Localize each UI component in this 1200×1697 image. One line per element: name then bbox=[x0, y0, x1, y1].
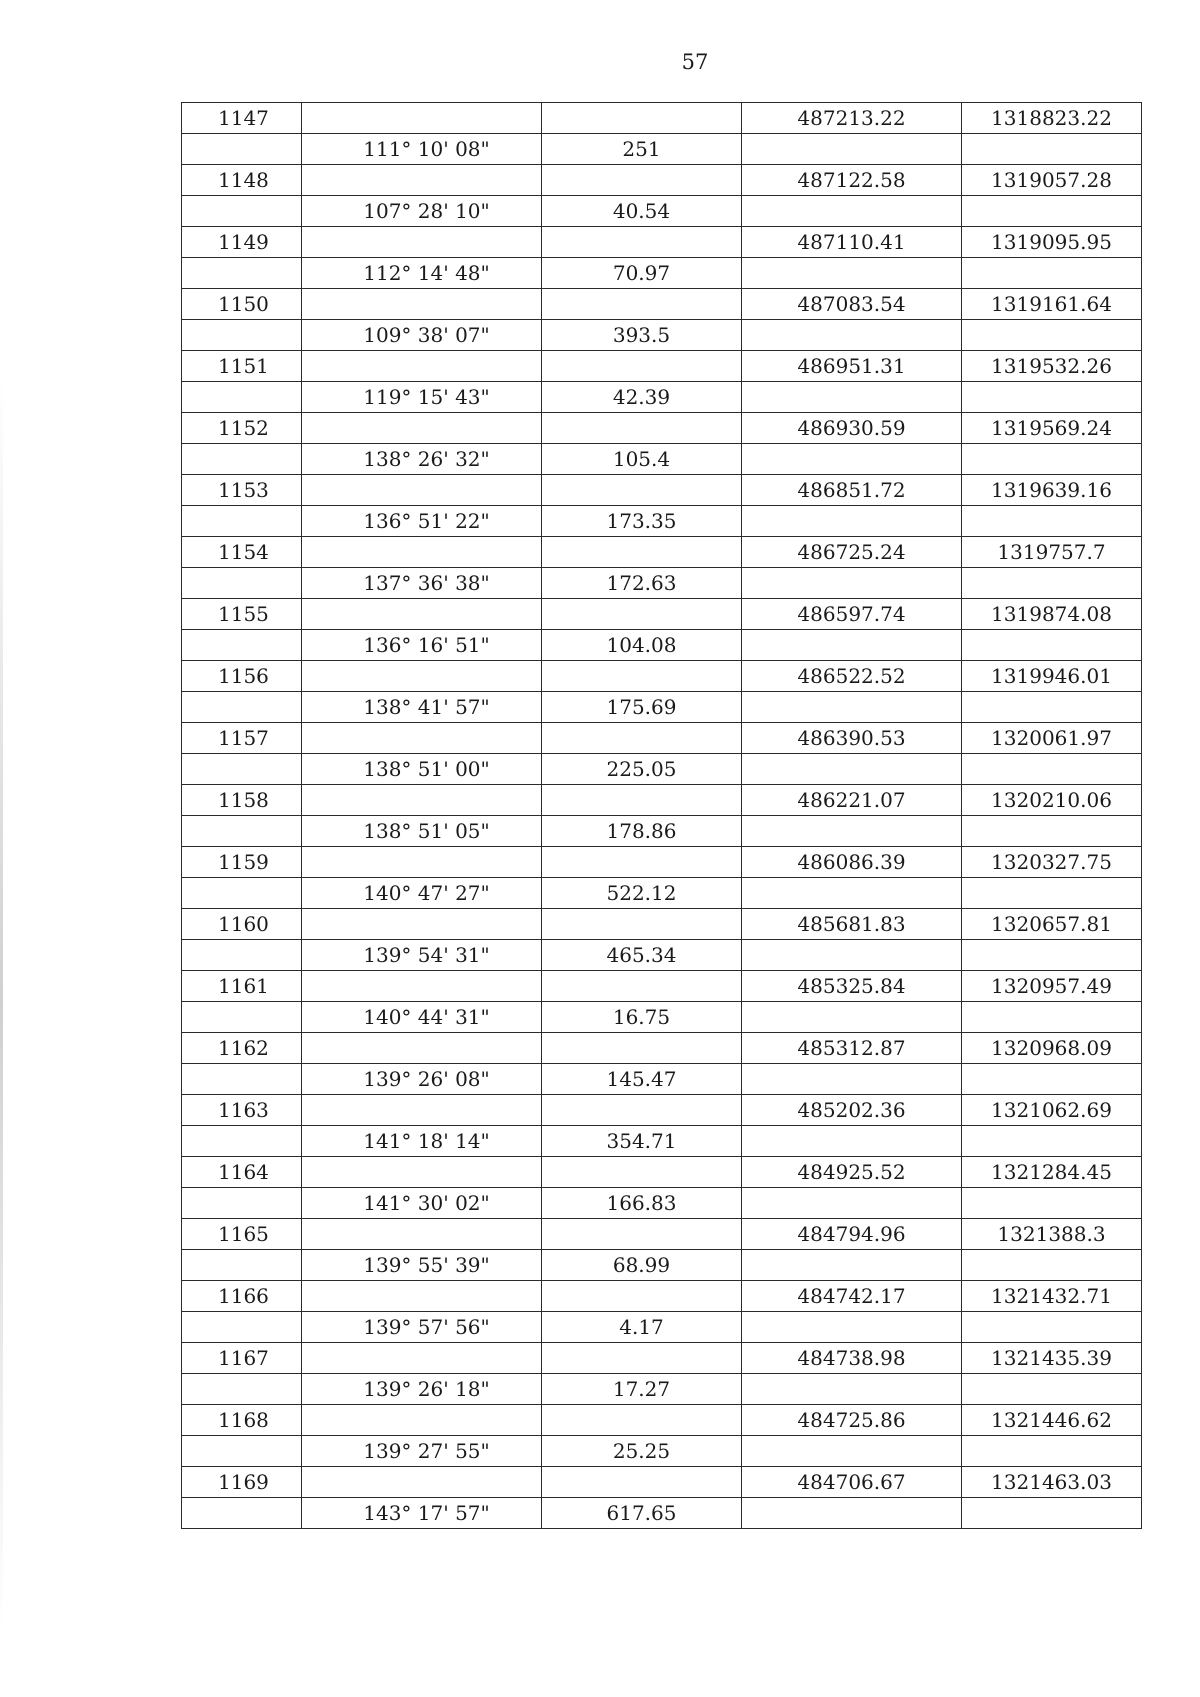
point-row bbox=[182, 475, 1142, 506]
empty-cell bbox=[962, 816, 1142, 847]
empty-cell bbox=[182, 1436, 302, 1467]
x-coordinate: 484706.67 bbox=[742, 1467, 962, 1498]
point-id: 1147 bbox=[182, 103, 302, 134]
point-row bbox=[182, 165, 1142, 196]
point-id: 1159 bbox=[182, 847, 302, 878]
distance: 522.12 bbox=[542, 878, 742, 909]
x-coordinate: 487122.58 bbox=[742, 165, 962, 196]
empty-cell bbox=[542, 661, 742, 692]
scan-edge-shadow bbox=[0, 380, 3, 1630]
distance: 617.65 bbox=[542, 1498, 742, 1529]
point-row bbox=[182, 227, 1142, 258]
empty-cell bbox=[742, 1312, 962, 1343]
point-row bbox=[182, 661, 1142, 692]
empty-cell bbox=[182, 692, 302, 723]
point-row bbox=[182, 723, 1142, 754]
point-id: 1149 bbox=[182, 227, 302, 258]
empty-cell bbox=[542, 599, 742, 630]
point-id: 1162 bbox=[182, 1033, 302, 1064]
empty-cell bbox=[742, 940, 962, 971]
empty-cell bbox=[962, 754, 1142, 785]
empty-cell bbox=[542, 1405, 742, 1436]
leg-row bbox=[182, 754, 1142, 785]
bearing: 141° 18' 14" bbox=[302, 1126, 542, 1157]
empty-cell bbox=[182, 1188, 302, 1219]
distance: 175.69 bbox=[542, 692, 742, 723]
distance: 4.17 bbox=[542, 1312, 742, 1343]
point-id: 1158 bbox=[182, 785, 302, 816]
empty-cell bbox=[742, 382, 962, 413]
empty-cell bbox=[962, 1312, 1142, 1343]
point-row bbox=[182, 1467, 1142, 1498]
point-id: 1161 bbox=[182, 971, 302, 1002]
empty-cell bbox=[542, 1343, 742, 1374]
empty-cell bbox=[962, 1188, 1142, 1219]
bearing: 138° 41' 57" bbox=[302, 692, 542, 723]
point-id: 1152 bbox=[182, 413, 302, 444]
empty-cell bbox=[542, 723, 742, 754]
bearing: 136° 51' 22" bbox=[302, 506, 542, 537]
point-row bbox=[182, 351, 1142, 382]
empty-cell bbox=[962, 1250, 1142, 1281]
point-row bbox=[182, 599, 1142, 630]
empty-cell bbox=[182, 754, 302, 785]
y-coordinate: 1321435.39 bbox=[962, 1343, 1142, 1374]
leg-row bbox=[182, 568, 1142, 599]
empty-cell bbox=[742, 692, 962, 723]
x-coordinate: 486597.74 bbox=[742, 599, 962, 630]
y-coordinate: 1319757.7 bbox=[962, 537, 1142, 568]
empty-cell bbox=[302, 785, 542, 816]
leg-row bbox=[182, 1126, 1142, 1157]
empty-cell bbox=[182, 506, 302, 537]
empty-cell bbox=[182, 1312, 302, 1343]
x-coordinate: 484742.17 bbox=[742, 1281, 962, 1312]
point-row bbox=[182, 1219, 1142, 1250]
x-coordinate: 487083.54 bbox=[742, 289, 962, 320]
x-coordinate: 484925.52 bbox=[742, 1157, 962, 1188]
point-id: 1168 bbox=[182, 1405, 302, 1436]
table-body bbox=[182, 103, 1142, 1529]
leg-row bbox=[182, 940, 1142, 971]
distance: 68.99 bbox=[542, 1250, 742, 1281]
empty-cell bbox=[742, 506, 962, 537]
point-row bbox=[182, 1343, 1142, 1374]
empty-cell bbox=[302, 537, 542, 568]
x-coordinate: 486930.59 bbox=[742, 413, 962, 444]
empty-cell bbox=[542, 1219, 742, 1250]
y-coordinate: 1320327.75 bbox=[962, 847, 1142, 878]
empty-cell bbox=[542, 1095, 742, 1126]
empty-cell bbox=[302, 599, 542, 630]
empty-cell bbox=[182, 630, 302, 661]
empty-cell bbox=[302, 289, 542, 320]
empty-cell bbox=[302, 165, 542, 196]
empty-cell bbox=[302, 1219, 542, 1250]
distance: 166.83 bbox=[542, 1188, 742, 1219]
empty-cell bbox=[962, 630, 1142, 661]
empty-cell bbox=[302, 1095, 542, 1126]
empty-cell bbox=[962, 196, 1142, 227]
bearing: 111° 10' 08" bbox=[302, 134, 542, 165]
page-number: 57 bbox=[681, 50, 709, 74]
x-coordinate: 485312.87 bbox=[742, 1033, 962, 1064]
empty-cell bbox=[182, 568, 302, 599]
y-coordinate: 1320968.09 bbox=[962, 1033, 1142, 1064]
y-coordinate: 1319874.08 bbox=[962, 599, 1142, 630]
empty-cell bbox=[542, 1033, 742, 1064]
empty-cell bbox=[542, 227, 742, 258]
empty-cell bbox=[302, 351, 542, 382]
leg-row bbox=[182, 1436, 1142, 1467]
y-coordinate: 1321284.45 bbox=[962, 1157, 1142, 1188]
empty-cell bbox=[962, 320, 1142, 351]
distance: 145.47 bbox=[542, 1064, 742, 1095]
y-coordinate: 1318823.22 bbox=[962, 103, 1142, 134]
distance: 42.39 bbox=[542, 382, 742, 413]
empty-cell bbox=[182, 1064, 302, 1095]
distance: 25.25 bbox=[542, 1436, 742, 1467]
empty-cell bbox=[742, 1064, 962, 1095]
y-coordinate: 1321062.69 bbox=[962, 1095, 1142, 1126]
x-coordinate: 487110.41 bbox=[742, 227, 962, 258]
x-coordinate: 486086.39 bbox=[742, 847, 962, 878]
distance: 393.5 bbox=[542, 320, 742, 351]
empty-cell bbox=[542, 537, 742, 568]
x-coordinate: 486522.52 bbox=[742, 661, 962, 692]
point-row bbox=[182, 785, 1142, 816]
point-id: 1164 bbox=[182, 1157, 302, 1188]
empty-cell bbox=[542, 351, 742, 382]
x-coordinate: 485325.84 bbox=[742, 971, 962, 1002]
empty-cell bbox=[182, 878, 302, 909]
leg-row bbox=[182, 506, 1142, 537]
bearing: 140° 44' 31" bbox=[302, 1002, 542, 1033]
point-id: 1150 bbox=[182, 289, 302, 320]
distance: 104.08 bbox=[542, 630, 742, 661]
point-id: 1167 bbox=[182, 1343, 302, 1374]
y-coordinate: 1319946.01 bbox=[962, 661, 1142, 692]
empty-cell bbox=[302, 909, 542, 940]
empty-cell bbox=[742, 1250, 962, 1281]
point-row bbox=[182, 847, 1142, 878]
empty-cell bbox=[302, 723, 542, 754]
distance: 16.75 bbox=[542, 1002, 742, 1033]
distance: 105.4 bbox=[542, 444, 742, 475]
bearing: 140° 47' 27" bbox=[302, 878, 542, 909]
empty-cell bbox=[302, 413, 542, 444]
empty-cell bbox=[182, 382, 302, 413]
empty-cell bbox=[302, 1033, 542, 1064]
point-row bbox=[182, 1405, 1142, 1436]
empty-cell bbox=[962, 1498, 1142, 1529]
empty-cell bbox=[962, 568, 1142, 599]
empty-cell bbox=[962, 692, 1142, 723]
point-row bbox=[182, 1033, 1142, 1064]
bearing: 137° 36' 38" bbox=[302, 568, 542, 599]
empty-cell bbox=[542, 847, 742, 878]
y-coordinate: 1319639.16 bbox=[962, 475, 1142, 506]
bearing: 138° 26' 32" bbox=[302, 444, 542, 475]
empty-cell bbox=[302, 1343, 542, 1374]
x-coordinate: 486851.72 bbox=[742, 475, 962, 506]
point-id: 1157 bbox=[182, 723, 302, 754]
bearing: 107° 28' 10" bbox=[302, 196, 542, 227]
empty-cell bbox=[542, 1467, 742, 1498]
point-id: 1166 bbox=[182, 1281, 302, 1312]
empty-cell bbox=[302, 1281, 542, 1312]
distance: 17.27 bbox=[542, 1374, 742, 1405]
empty-cell bbox=[302, 227, 542, 258]
empty-cell bbox=[182, 1126, 302, 1157]
point-row bbox=[182, 909, 1142, 940]
empty-cell bbox=[962, 1374, 1142, 1405]
coordinate-table bbox=[181, 102, 1142, 1529]
empty-cell bbox=[302, 847, 542, 878]
leg-row bbox=[182, 1374, 1142, 1405]
distance: 178.86 bbox=[542, 816, 742, 847]
point-row bbox=[182, 971, 1142, 1002]
leg-row bbox=[182, 692, 1142, 723]
point-id: 1151 bbox=[182, 351, 302, 382]
point-id: 1165 bbox=[182, 1219, 302, 1250]
point-row bbox=[182, 289, 1142, 320]
empty-cell bbox=[542, 1157, 742, 1188]
bearing: 139° 55' 39" bbox=[302, 1250, 542, 1281]
point-id: 1155 bbox=[182, 599, 302, 630]
leg-row bbox=[182, 1312, 1142, 1343]
empty-cell bbox=[962, 1126, 1142, 1157]
y-coordinate: 1319532.26 bbox=[962, 351, 1142, 382]
empty-cell bbox=[182, 258, 302, 289]
x-coordinate: 487213.22 bbox=[742, 103, 962, 134]
empty-cell bbox=[962, 258, 1142, 289]
empty-cell bbox=[742, 1002, 962, 1033]
empty-cell bbox=[182, 940, 302, 971]
leg-row bbox=[182, 816, 1142, 847]
point-id: 1163 bbox=[182, 1095, 302, 1126]
empty-cell bbox=[182, 1250, 302, 1281]
empty-cell bbox=[542, 971, 742, 1002]
y-coordinate: 1321388.3 bbox=[962, 1219, 1142, 1250]
distance: 70.97 bbox=[542, 258, 742, 289]
distance: 354.71 bbox=[542, 1126, 742, 1157]
point-id: 1169 bbox=[182, 1467, 302, 1498]
empty-cell bbox=[742, 1126, 962, 1157]
distance: 172.63 bbox=[542, 568, 742, 599]
y-coordinate: 1321463.03 bbox=[962, 1467, 1142, 1498]
point-row bbox=[182, 1095, 1142, 1126]
empty-cell bbox=[182, 196, 302, 227]
point-row bbox=[182, 103, 1142, 134]
leg-row bbox=[182, 134, 1142, 165]
bearing: 139° 26' 08" bbox=[302, 1064, 542, 1095]
distance: 251 bbox=[542, 134, 742, 165]
empty-cell bbox=[182, 816, 302, 847]
y-coordinate: 1319161.64 bbox=[962, 289, 1142, 320]
empty-cell bbox=[742, 1188, 962, 1219]
bearing: 136° 16' 51" bbox=[302, 630, 542, 661]
bearing: 139° 54' 31" bbox=[302, 940, 542, 971]
empty-cell bbox=[302, 661, 542, 692]
leg-row bbox=[182, 630, 1142, 661]
x-coordinate: 484738.98 bbox=[742, 1343, 962, 1374]
empty-cell bbox=[542, 1281, 742, 1312]
empty-cell bbox=[962, 940, 1142, 971]
point-id: 1160 bbox=[182, 909, 302, 940]
empty-cell bbox=[182, 134, 302, 165]
x-coordinate: 484725.86 bbox=[742, 1405, 962, 1436]
empty-cell bbox=[742, 134, 962, 165]
empty-cell bbox=[182, 1002, 302, 1033]
empty-cell bbox=[962, 382, 1142, 413]
y-coordinate: 1319569.24 bbox=[962, 413, 1142, 444]
empty-cell bbox=[742, 630, 962, 661]
y-coordinate: 1319095.95 bbox=[962, 227, 1142, 258]
empty-cell bbox=[742, 1374, 962, 1405]
empty-cell bbox=[962, 878, 1142, 909]
empty-cell bbox=[742, 568, 962, 599]
empty-cell bbox=[742, 196, 962, 227]
x-coordinate: 486725.24 bbox=[742, 537, 962, 568]
empty-cell bbox=[742, 754, 962, 785]
empty-cell bbox=[962, 1436, 1142, 1467]
empty-cell bbox=[542, 289, 742, 320]
empty-cell bbox=[302, 103, 542, 134]
x-coordinate: 485202.36 bbox=[742, 1095, 962, 1126]
empty-cell bbox=[542, 785, 742, 816]
empty-cell bbox=[962, 134, 1142, 165]
bearing: 141° 30' 02" bbox=[302, 1188, 542, 1219]
leg-row bbox=[182, 444, 1142, 475]
point-id: 1148 bbox=[182, 165, 302, 196]
empty-cell bbox=[302, 1467, 542, 1498]
y-coordinate: 1319057.28 bbox=[962, 165, 1142, 196]
empty-cell bbox=[742, 816, 962, 847]
bearing: 109° 38' 07" bbox=[302, 320, 542, 351]
leg-row bbox=[182, 1002, 1142, 1033]
y-coordinate: 1321446.62 bbox=[962, 1405, 1142, 1436]
empty-cell bbox=[742, 444, 962, 475]
y-coordinate: 1320657.81 bbox=[962, 909, 1142, 940]
leg-row bbox=[182, 258, 1142, 289]
leg-row bbox=[182, 1250, 1142, 1281]
empty-cell bbox=[182, 1374, 302, 1405]
leg-row bbox=[182, 382, 1142, 413]
x-coordinate: 486221.07 bbox=[742, 785, 962, 816]
y-coordinate: 1321432.71 bbox=[962, 1281, 1142, 1312]
empty-cell bbox=[542, 909, 742, 940]
empty-cell bbox=[962, 1064, 1142, 1095]
bearing: 139° 27' 55" bbox=[302, 1436, 542, 1467]
point-row bbox=[182, 1281, 1142, 1312]
bearing: 139° 26' 18" bbox=[302, 1374, 542, 1405]
x-coordinate: 485681.83 bbox=[742, 909, 962, 940]
x-coordinate: 484794.96 bbox=[742, 1219, 962, 1250]
point-row bbox=[182, 537, 1142, 568]
empty-cell bbox=[542, 413, 742, 444]
x-coordinate: 486390.53 bbox=[742, 723, 962, 754]
empty-cell bbox=[302, 1405, 542, 1436]
empty-cell bbox=[182, 444, 302, 475]
distance: 465.34 bbox=[542, 940, 742, 971]
point-row bbox=[182, 413, 1142, 444]
empty-cell bbox=[542, 475, 742, 506]
empty-cell bbox=[182, 320, 302, 351]
empty-cell bbox=[302, 475, 542, 506]
bearing: 143° 17' 57" bbox=[302, 1498, 542, 1529]
point-row bbox=[182, 1157, 1142, 1188]
distance: 173.35 bbox=[542, 506, 742, 537]
bearing: 112° 14' 48" bbox=[302, 258, 542, 289]
empty-cell bbox=[302, 1157, 542, 1188]
empty-cell bbox=[742, 1436, 962, 1467]
point-id: 1154 bbox=[182, 537, 302, 568]
distance: 225.05 bbox=[542, 754, 742, 785]
empty-cell bbox=[742, 258, 962, 289]
bearing: 139° 57' 56" bbox=[302, 1312, 542, 1343]
leg-row bbox=[182, 1064, 1142, 1095]
empty-cell bbox=[742, 878, 962, 909]
distance: 40.54 bbox=[542, 196, 742, 227]
point-id: 1156 bbox=[182, 661, 302, 692]
empty-cell bbox=[182, 1498, 302, 1529]
empty-cell bbox=[542, 103, 742, 134]
leg-row bbox=[182, 196, 1142, 227]
empty-cell bbox=[302, 971, 542, 1002]
empty-cell bbox=[962, 506, 1142, 537]
empty-cell bbox=[742, 320, 962, 351]
empty-cell bbox=[742, 1498, 962, 1529]
bearing: 119° 15' 43" bbox=[302, 382, 542, 413]
empty-cell bbox=[542, 165, 742, 196]
point-id: 1153 bbox=[182, 475, 302, 506]
y-coordinate: 1320061.97 bbox=[962, 723, 1142, 754]
leg-row bbox=[182, 878, 1142, 909]
leg-row bbox=[182, 1188, 1142, 1219]
y-coordinate: 1320210.06 bbox=[962, 785, 1142, 816]
empty-cell bbox=[962, 444, 1142, 475]
bearing: 138° 51' 05" bbox=[302, 816, 542, 847]
leg-row bbox=[182, 1498, 1142, 1529]
bearing: 138° 51' 00" bbox=[302, 754, 542, 785]
x-coordinate: 486951.31 bbox=[742, 351, 962, 382]
empty-cell bbox=[962, 1002, 1142, 1033]
y-coordinate: 1320957.49 bbox=[962, 971, 1142, 1002]
leg-row bbox=[182, 320, 1142, 351]
